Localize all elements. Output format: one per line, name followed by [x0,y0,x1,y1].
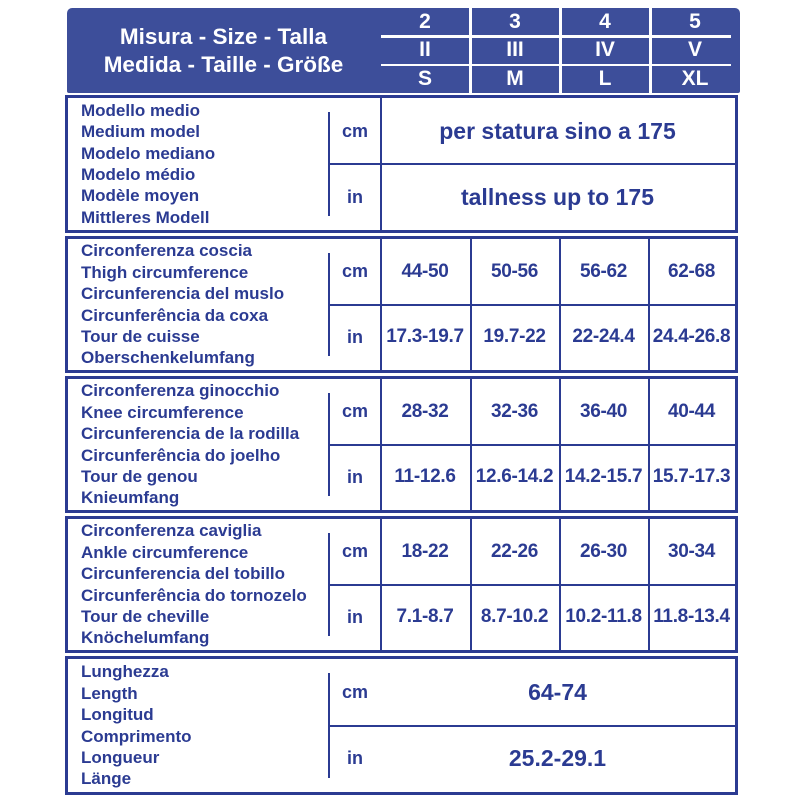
label-line: Knieumfang [81,488,180,508]
grid-line [469,8,472,93]
row-group-length [65,656,738,795]
size-cell: IV [595,38,615,62]
title-line-1: Misura - Size - Talla [119,24,328,49]
unit-in-label: in [347,748,363,769]
value-cell: 44-50 [401,260,449,282]
value-cell: 24.4-26.8 [652,326,731,348]
value-cell: 7.1-8.7 [396,606,454,628]
unit-cm-label: cm [341,401,368,422]
label-line: Circonferenza ginocchio [81,381,280,401]
row-labels [68,98,328,230]
value-cell: 18-22 [401,540,449,562]
size-cell: 4 [599,10,611,34]
label-line: Knöchelumfang [81,628,210,648]
value-cell: 8.7-10.2 [480,606,549,628]
size-cell: 3 [509,10,521,34]
label-line: Comprimento [81,726,192,746]
value-cell: 28-32 [401,400,449,422]
label-line: Circunferencia del tobillo [81,564,286,584]
value-cell: 14.2-15.7 [564,466,643,488]
value-cell: 32-36 [490,400,539,422]
label-line: Ankle circumference [81,542,249,562]
unit-cm-label: cm [341,261,368,282]
value-cell: 56-62 [579,260,628,282]
value-cell: 19.7-22 [483,326,546,348]
unit-cm-label: cm [341,541,368,562]
unit-cm-label: cm [341,681,368,702]
row-group-thigh [65,236,738,373]
label-line: Circunferência da coxa [81,305,269,325]
label-line: Modelo médio [81,165,196,184]
label-line: Length [81,683,138,703]
size-cell: V [687,38,702,62]
grid-line [381,64,731,67]
size-cell: 5 [689,10,701,34]
unit-in-label: in [347,186,363,207]
value-cell: 22-24.4 [572,326,635,348]
size-cell: S [417,66,432,90]
label-line: Circunferência do joelho [81,445,281,465]
size-chart [65,0,740,800]
label-line: Circonferenza caviglia [81,521,262,541]
label-line: Longueur [81,747,160,767]
grid-line [559,8,562,93]
unit-in-label: in [347,466,363,487]
size-cell: III [506,38,524,62]
row-labels [68,379,328,510]
unit-in-label: in [347,326,363,347]
label-line: Tour de genou [81,466,198,486]
label-line: Tour de cuisse [81,326,200,346]
label-line: Modelo mediano [81,143,216,163]
value-cell: 17.3-19.7 [386,326,464,348]
value-span: 64-74 [528,678,587,705]
row-labels [68,519,328,650]
value-cell: 11.8-13.4 [653,606,730,628]
row-labels [68,659,328,792]
label-line: Circunferência do tornozelo [81,585,307,605]
row-group-knee [65,376,738,513]
value-cell: 11-12.6 [394,466,456,488]
label-line: Longitud [81,705,154,725]
value-span: 25.2-29.1 [508,745,607,772]
label-line: Medium model [81,122,201,142]
chart-title [67,8,380,93]
size-cell: 2 [419,10,431,34]
size-cell: XL [681,66,709,90]
label-line: Länge [81,769,132,789]
value-cell: 15.7-17.3 [652,466,731,488]
label-line: Lunghezza [81,662,169,682]
chart-header [67,8,740,93]
value-cell: 26-30 [579,540,628,562]
row-labels [68,239,328,370]
value-span: tallness up to 175 [460,183,654,210]
value-cell: 36-40 [579,400,628,422]
label-line: Modèle moyen [81,186,200,206]
label-line: Circunferencia del muslo [81,284,285,304]
value-cell: 50-56 [490,260,539,282]
row-group-ankle [65,516,738,653]
row-group-model [65,95,738,233]
value-cell: 10.2-11.8 [565,606,642,628]
label-line: Mittleres Modell [81,207,210,227]
value-cell: 62-68 [667,260,716,282]
unit-in-label: in [347,606,363,627]
value-cell: 22-26 [490,540,539,562]
grid-line [381,35,731,38]
size-cell: L [598,66,612,90]
label-line: Circonferenza coscia [81,241,253,261]
title-line-2: Medida - Taille - Größe [103,51,344,77]
label-line: Tour de cheville [81,606,210,626]
value-cell: 30-34 [667,540,716,562]
size-cell: M [506,66,524,90]
value-cell: 40-44 [667,400,716,422]
label-line: Circunferencia de la rodilla [81,424,300,444]
size-cell: II [419,38,431,62]
value-span: per statura sino a 175 [439,117,676,144]
size-grid [380,8,740,93]
value-cell: 12.6-14.2 [475,466,554,488]
label-line: Modello medio [81,100,200,120]
label-line: Knee circumference [81,402,244,422]
label-line: Thigh circumference [81,262,249,282]
unit-cm-label: cm [341,120,368,141]
grid-line [649,8,652,93]
label-line: Oberschenkelumfang [81,348,255,368]
